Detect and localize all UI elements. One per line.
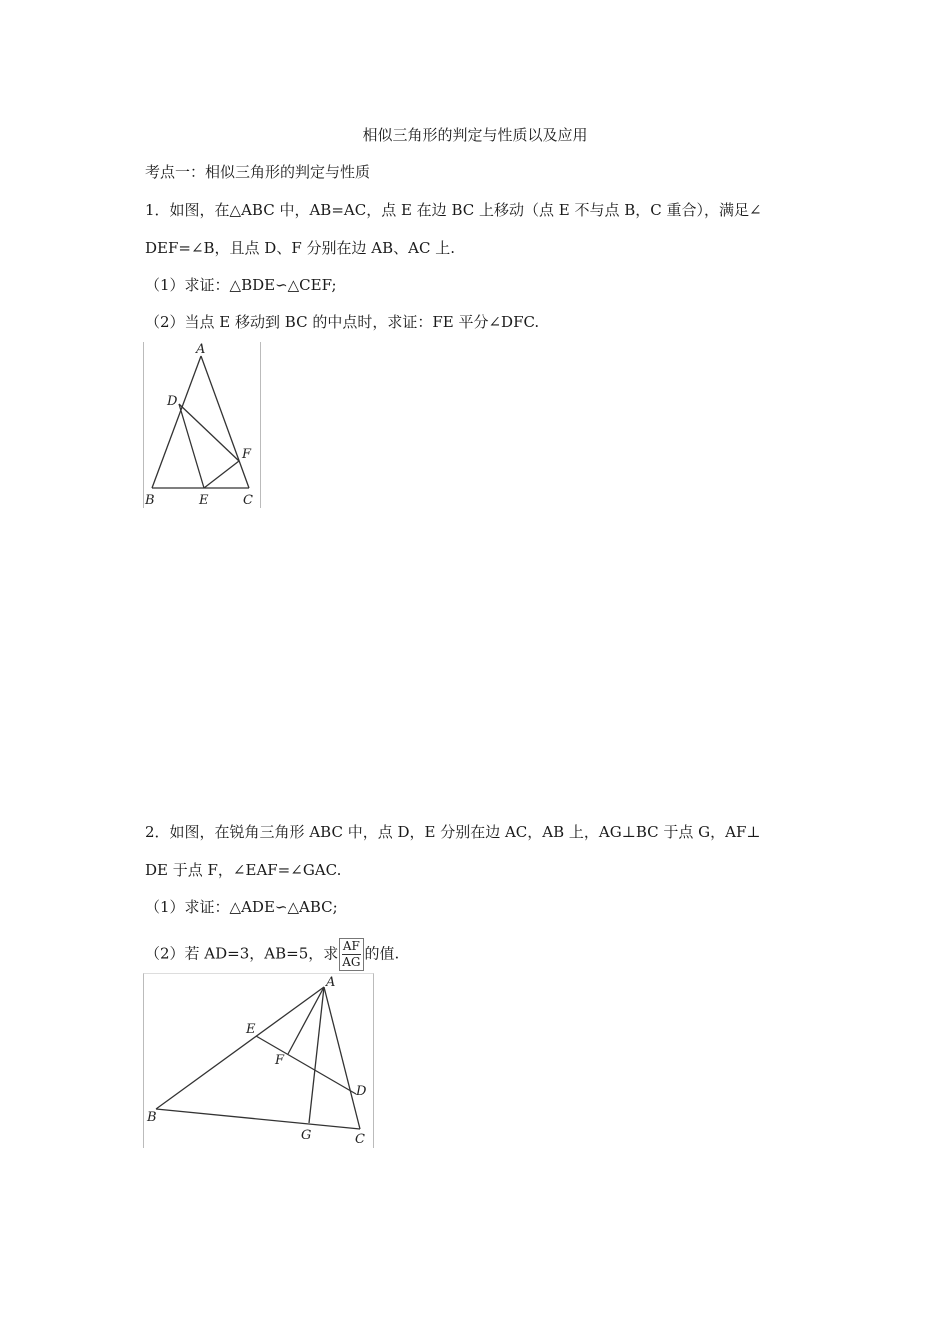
q1-part2: （2）当点 E 移动到 BC 的中点时，求证：FE 平分∠DFC. <box>145 313 540 331</box>
q1-label-D: D <box>167 394 178 409</box>
q2-part1: （1）求证：△ADE∽△ABC; <box>145 898 338 916</box>
q2-segment-AB <box>156 987 324 1109</box>
q1-statement-line2: DEF=∠B，且点 D、F 分别在边 AB、AC 上. <box>145 239 455 257</box>
q2-segment-AF <box>288 987 324 1054</box>
page-title: 相似三角形的判定与性质以及应用 <box>362 126 588 144</box>
q2-figure <box>143 973 374 1148</box>
q2-label-D: D <box>356 1084 367 1099</box>
q1-statement-line1: 1．如图，在△ABC 中，AB=AC，点 E 在边 BC 上移动（点 E 不与点 B，C 重合），满足∠ <box>145 201 762 219</box>
q2-segment-DE <box>256 1036 356 1094</box>
q2-segment-AC <box>324 987 360 1129</box>
q1-triangle-diagram <box>144 342 260 508</box>
q2-segment-AG <box>309 987 324 1123</box>
q2-part2-prefix: （2）若 AD=3，AB=5，求 <box>145 944 339 963</box>
q1-label-B: B <box>145 493 155 508</box>
q1-part1: （1）求证：△BDE∽△CEF; <box>145 276 337 294</box>
q2-statement-line2: DE 于点 F，∠EAF=∠GAC. <box>145 861 342 879</box>
q1-label-A: A <box>196 342 206 357</box>
q2-label-G: G <box>301 1128 312 1143</box>
q2-part2 <box>145 938 399 971</box>
q2-statement-line1: 2．如图，在锐角三角形 ABC 中，点 D，E 分别在边 AC，AB 上，AG⊥BC 于点 G，AF⊥ <box>145 823 761 841</box>
q1-segment-AC <box>201 356 249 488</box>
q1-label-C: C <box>243 493 253 508</box>
q2-segment-BC <box>156 1109 360 1129</box>
q2-label-C: C <box>355 1132 365 1147</box>
q2-fraction <box>339 938 363 971</box>
q2-label-A: A <box>326 975 336 990</box>
section-heading: 考点一：相似三角形的判定与性质 <box>145 163 371 181</box>
q2-label-F: F <box>275 1053 285 1068</box>
q1-figure <box>143 342 261 508</box>
q2-label-B: B <box>147 1110 157 1125</box>
q1-label-F: F <box>242 447 252 462</box>
q2-triangle-diagram <box>144 974 373 1148</box>
q2-label-E: E <box>246 1022 256 1037</box>
q2-fraction-numerator: AF <box>342 939 360 953</box>
q2-part2-suffix: 的值. <box>364 944 400 963</box>
q1-segment-EF <box>204 461 239 488</box>
q2-fraction-denominator: AG <box>342 955 361 969</box>
q1-segment-AB <box>152 356 201 488</box>
q1-label-E: E <box>199 493 209 508</box>
